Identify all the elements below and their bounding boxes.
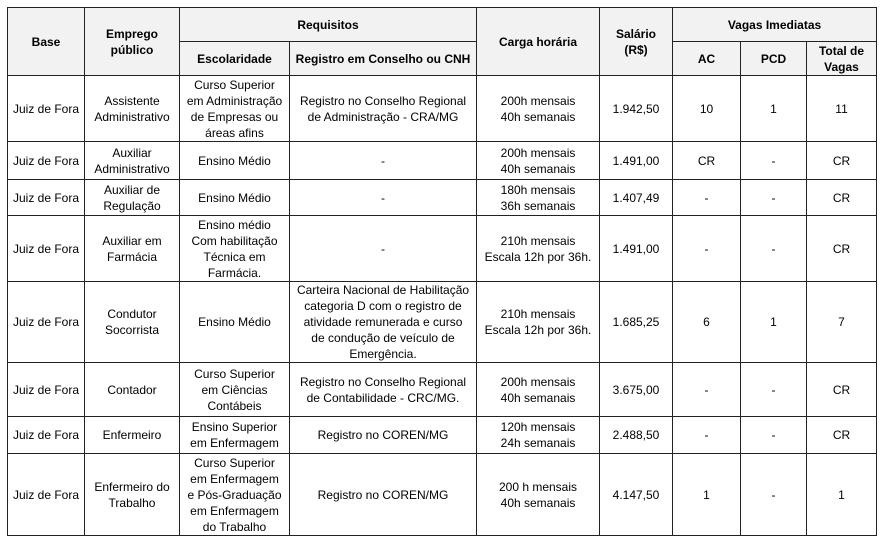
header-registration: Registro em Conselho ou CNH bbox=[290, 42, 477, 76]
job-title-cell: Auxiliar em Farmácia bbox=[85, 216, 180, 282]
table-header bbox=[8, 8, 877, 76]
document-page bbox=[7, 7, 877, 536]
job-title-cell: Enfermeiro bbox=[85, 417, 180, 454]
total-vacancies-cell: 1 bbox=[807, 454, 877, 536]
pcd-vacancies-cell: - bbox=[741, 417, 807, 454]
header-salary: Salário (R$) bbox=[600, 8, 673, 76]
table-row bbox=[8, 216, 877, 282]
base-cell: Juiz de Fora bbox=[8, 180, 85, 216]
vacancy-table bbox=[7, 7, 877, 536]
registration-cell: Registro no COREN/MG bbox=[290, 417, 477, 454]
job-title-cell: Contador bbox=[85, 363, 180, 417]
workload-cell: 200 h mensais 40h semanais bbox=[477, 454, 600, 536]
job-title-cell: Condutor Socorrista bbox=[85, 282, 180, 363]
total-vacancies-cell: CR bbox=[807, 417, 877, 454]
table-row bbox=[8, 363, 877, 417]
pcd-vacancies-cell: - bbox=[741, 363, 807, 417]
salary-cell: 1.942,50 bbox=[600, 76, 673, 142]
registration-cell: Registro no Conselho Regional de Administração - CRA/MG bbox=[290, 76, 477, 142]
pcd-vacancies-cell: 1 bbox=[741, 76, 807, 142]
header-education: Escolaridade bbox=[180, 42, 290, 76]
workload-cell: 210h mensais Escala 12h por 36h. bbox=[477, 282, 600, 363]
ac-vacancies-cell: - bbox=[673, 180, 741, 216]
education-cell: Ensino Superior em Enfermagem bbox=[180, 417, 290, 454]
base-cell: Juiz de Fora bbox=[8, 363, 85, 417]
table-row bbox=[8, 180, 877, 216]
ac-vacancies-cell: CR bbox=[673, 142, 741, 180]
header-immediate-vacancies: Vagas Imediatas bbox=[673, 8, 877, 42]
table-row bbox=[8, 76, 877, 142]
base-cell: Juiz de Fora bbox=[8, 454, 85, 536]
job-title-cell: Auxiliar Administrativo bbox=[85, 142, 180, 180]
ac-vacancies-cell: 1 bbox=[673, 454, 741, 536]
education-cell: Ensino Médio bbox=[180, 180, 290, 216]
total-vacancies-cell: CR bbox=[807, 216, 877, 282]
table-row bbox=[8, 282, 877, 363]
header-workload: Carga horária bbox=[477, 8, 600, 76]
job-title-cell: Enfermeiro do Trabalho bbox=[85, 454, 180, 536]
education-cell: Curso Superior em Administração de Empresas ou áreas afins bbox=[180, 76, 290, 142]
base-cell: Juiz de Fora bbox=[8, 417, 85, 454]
table-row bbox=[8, 454, 877, 536]
pcd-vacancies-cell: - bbox=[741, 142, 807, 180]
total-vacancies-cell: 11 bbox=[807, 76, 877, 142]
table-body bbox=[8, 76, 877, 536]
salary-cell: 2.488,50 bbox=[600, 417, 673, 454]
base-cell: Juiz de Fora bbox=[8, 142, 85, 180]
education-cell: Curso Superior em Enfermagem e Pós-Graduação em Enfermagem do Trabalho bbox=[180, 454, 290, 536]
pcd-vacancies-cell: - bbox=[741, 454, 807, 536]
pcd-vacancies-cell: - bbox=[741, 180, 807, 216]
header-requirements: Requisitos bbox=[180, 8, 477, 42]
ac-vacancies-cell: 10 bbox=[673, 76, 741, 142]
registration-cell: - bbox=[290, 216, 477, 282]
education-cell: Curso Superior em Ciências Contábeis bbox=[180, 363, 290, 417]
table-row bbox=[8, 417, 877, 454]
salary-cell: 3.675,00 bbox=[600, 363, 673, 417]
pcd-vacancies-cell: 1 bbox=[741, 282, 807, 363]
registration-cell: Registro no Conselho Regional de Contabilidade - CRC/MG. bbox=[290, 363, 477, 417]
job-title-cell: Auxiliar de Regulação bbox=[85, 180, 180, 216]
total-vacancies-cell: CR bbox=[807, 180, 877, 216]
workload-cell: 210h mensais Escala 12h por 36h. bbox=[477, 216, 600, 282]
ac-vacancies-cell: - bbox=[673, 363, 741, 417]
registration-cell: Carteira Nacional de Habilitação categoria D com o registro de atividade remunerada e curso de condução de veículo de Emergência. bbox=[290, 282, 477, 363]
education-cell: Ensino Médio bbox=[180, 142, 290, 180]
table-row bbox=[8, 142, 877, 180]
workload-cell: 200h mensais 40h semanais bbox=[477, 142, 600, 180]
base-cell: Juiz de Fora bbox=[8, 216, 85, 282]
workload-cell: 120h mensais 24h semanais bbox=[477, 417, 600, 454]
salary-cell: 1.407,49 bbox=[600, 180, 673, 216]
base-cell: Juiz de Fora bbox=[8, 282, 85, 363]
header-total-vacancies: Total de Vagas bbox=[807, 42, 877, 76]
base-cell: Juiz de Fora bbox=[8, 76, 85, 142]
job-title-cell: Assistente Administrativo bbox=[85, 76, 180, 142]
workload-cell: 200h mensais 40h semanais bbox=[477, 363, 600, 417]
education-cell: Ensino médio Com habilitação Técnica em Farmácia. bbox=[180, 216, 290, 282]
registration-cell: - bbox=[290, 180, 477, 216]
education-cell: Ensino Médio bbox=[180, 282, 290, 363]
ac-vacancies-cell: 6 bbox=[673, 282, 741, 363]
header-row-top bbox=[8, 8, 877, 42]
pcd-vacancies-cell: - bbox=[741, 216, 807, 282]
header-job-title: Emprego público bbox=[85, 8, 180, 76]
total-vacancies-cell: CR bbox=[807, 142, 877, 180]
total-vacancies-cell: CR bbox=[807, 363, 877, 417]
ac-vacancies-cell: - bbox=[673, 216, 741, 282]
header-base: Base bbox=[8, 8, 85, 76]
total-vacancies-cell: 7 bbox=[807, 282, 877, 363]
workload-cell: 200h mensais 40h semanais bbox=[477, 76, 600, 142]
workload-cell: 180h mensais 36h semanais bbox=[477, 180, 600, 216]
salary-cell: 4.147,50 bbox=[600, 454, 673, 536]
registration-cell: - bbox=[290, 142, 477, 180]
ac-vacancies-cell: - bbox=[673, 417, 741, 454]
header-ac: AC bbox=[673, 42, 741, 76]
header-pcd: PCD bbox=[741, 42, 807, 76]
salary-cell: 1.491,00 bbox=[600, 142, 673, 180]
salary-cell: 1.685,25 bbox=[600, 282, 673, 363]
salary-cell: 1.491,00 bbox=[600, 216, 673, 282]
registration-cell: Registro no COREN/MG bbox=[290, 454, 477, 536]
